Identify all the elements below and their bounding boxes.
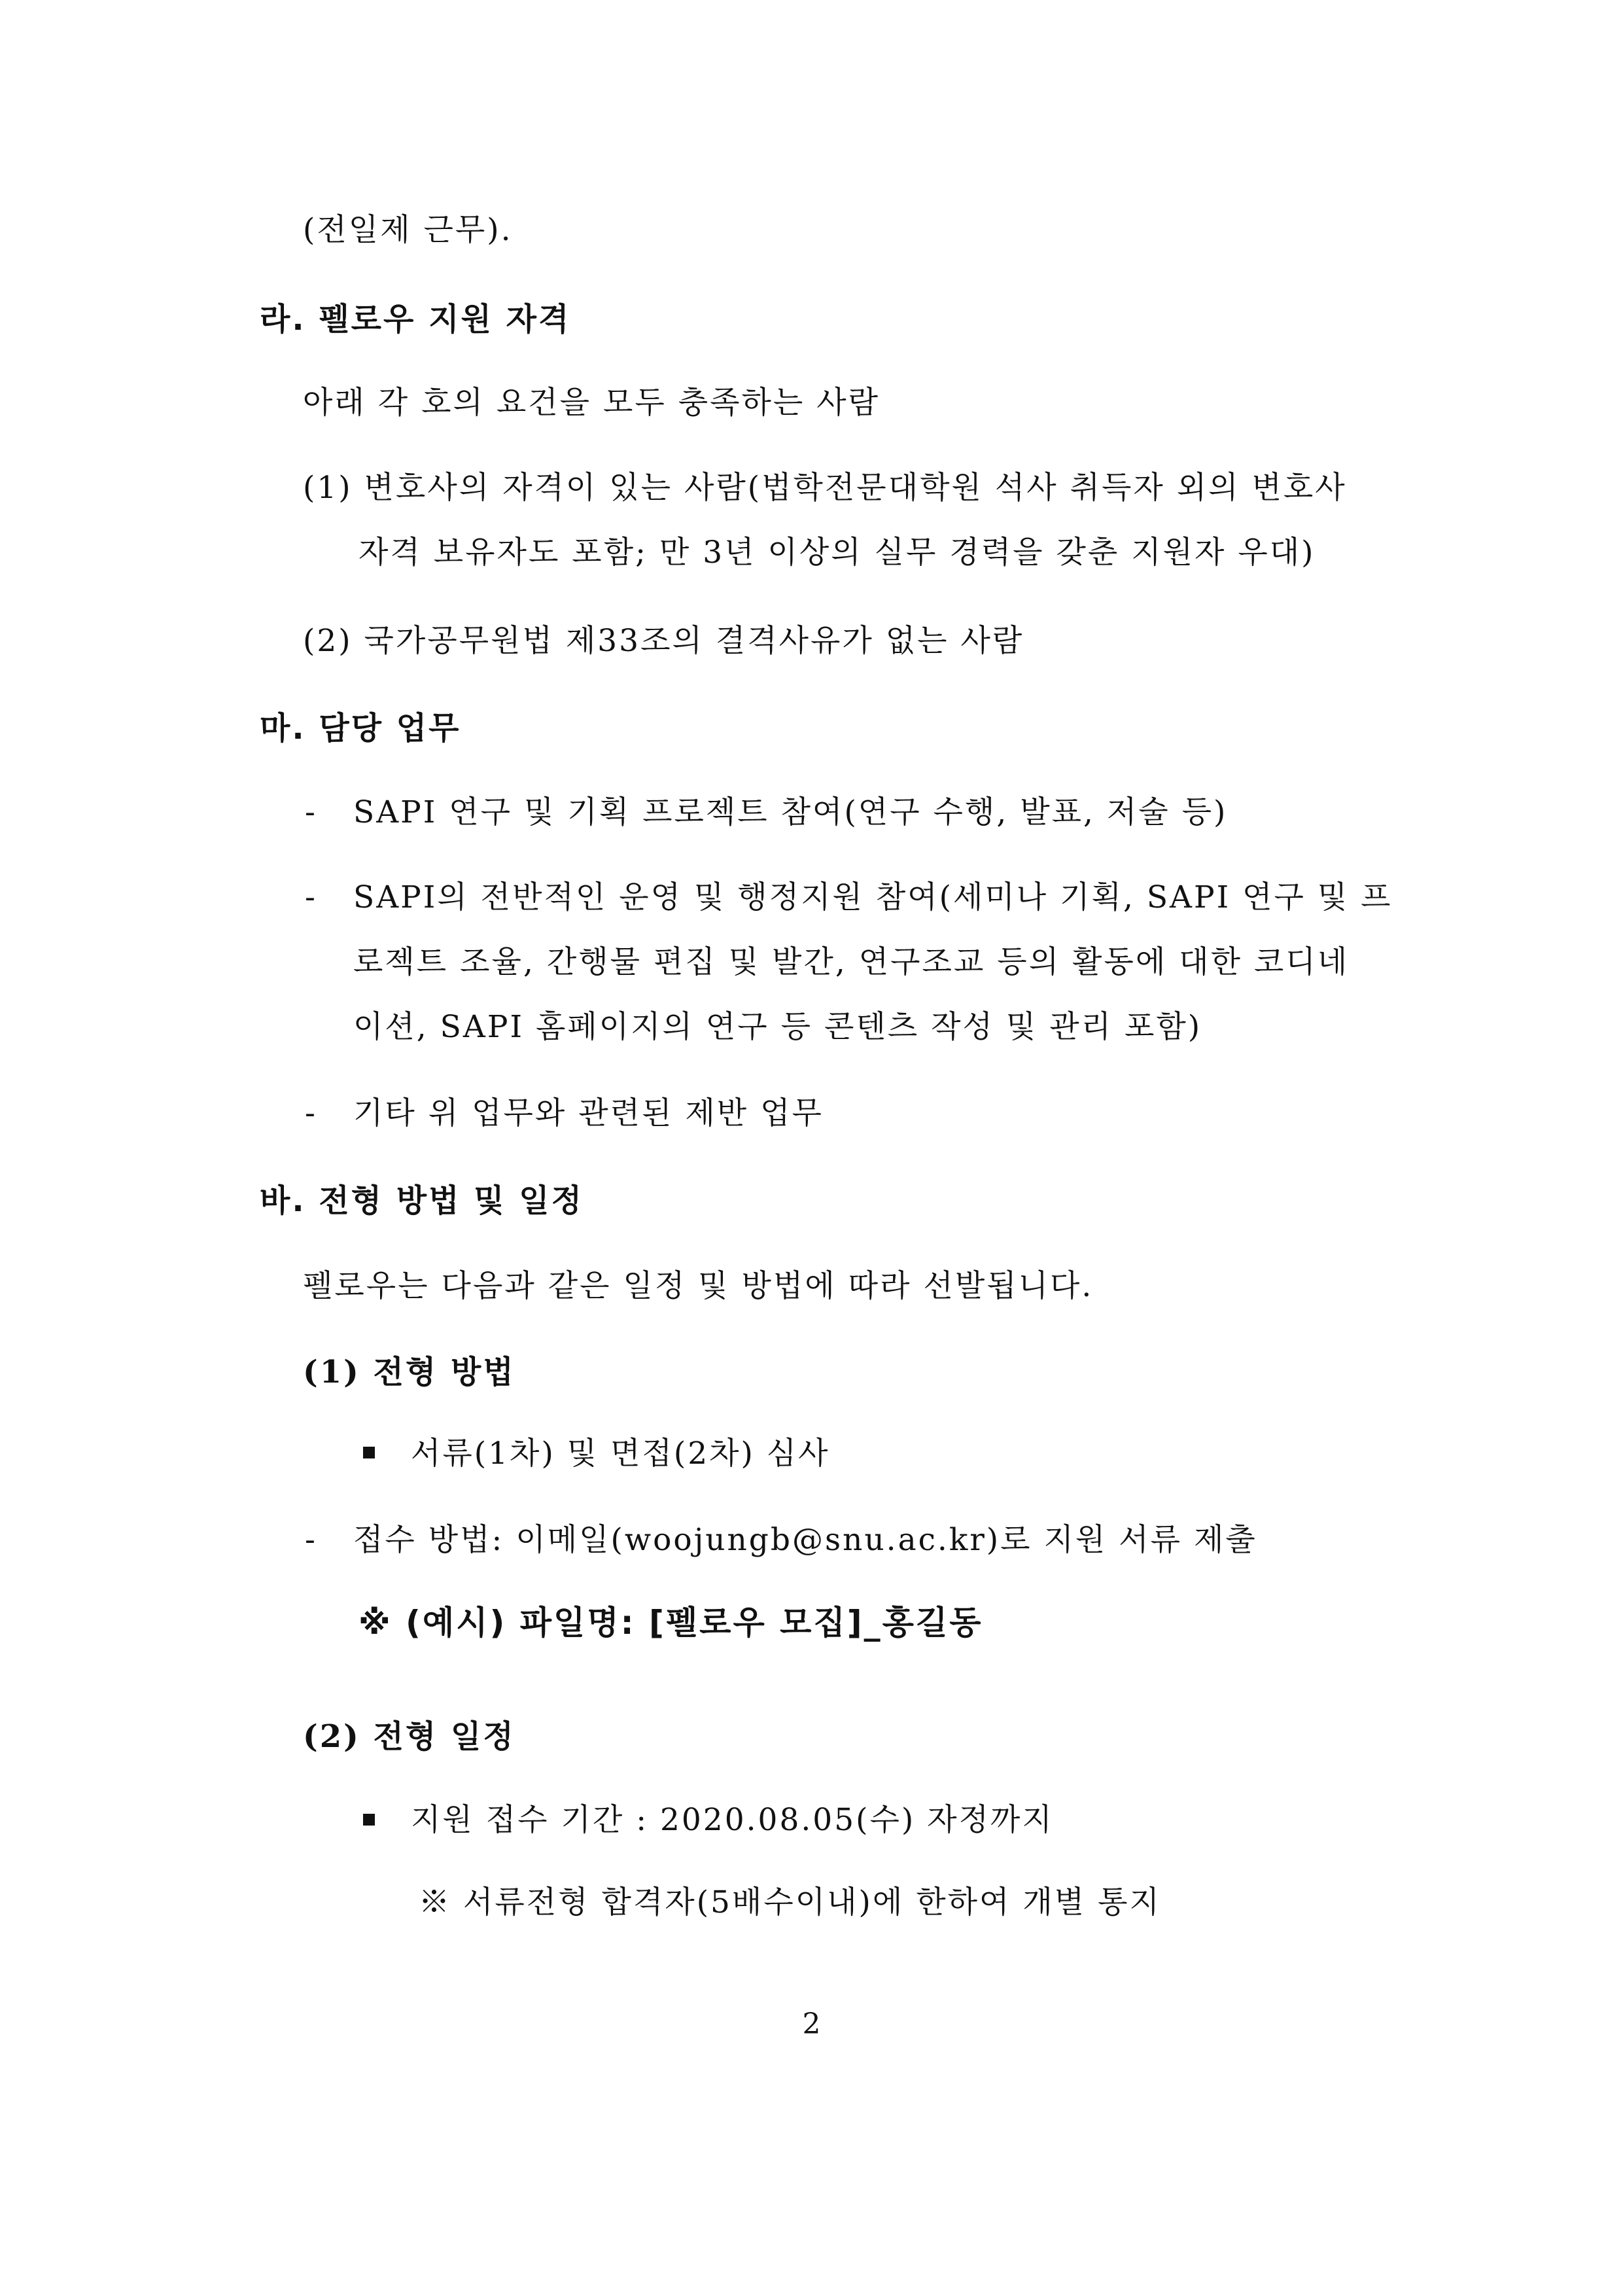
section-ra-item1-line2: 자격 보유자도 포함; 만 3년 이상의 실무 경력을 갖춘 지원자 우대) [358, 535, 1316, 571]
section-ra-item2: (2) 국가공무원법 제33조의 결격사유가 없는 사람 [303, 623, 1024, 659]
page-number: 2 [802, 2007, 821, 2041]
section-ma-heading: 마. 담당 업무 [260, 710, 461, 747]
section-ma-bullet1: SAPI 연구 및 기획 프로젝트 참여(연구 수행, 발표, 저술 등) [353, 794, 1228, 830]
intro-tail-text: (전일제 근무). [303, 212, 513, 248]
section-ba-heading: 바. 전형 방법 및 일정 [260, 1182, 584, 1219]
section-ba-sub1-item: 서류(1차) 및 면접(2차) 심사 [411, 1436, 830, 1472]
section-ba-sub2-item: 지원 접수 기간 : 2020.08.05(수) 자정까지 [411, 1802, 1054, 1838]
section-ma-bullet3: 기타 위 업무와 관련된 제반 업무 [353, 1095, 824, 1131]
section-ma-bullet2-line2: 로젝트 조율, 간행물 편집 및 발간, 연구조교 등의 활동에 대한 코디네 [353, 944, 1350, 980]
section-ba-sub2-note: ※ 서류전형 합격자(5배수이내)에 한하여 개별 통지 [419, 1884, 1161, 1920]
section-ma-bullet2-line1: SAPI의 전반적인 운영 및 행정지원 참여(세미나 기획, SAPI 연구 및 프 [353, 879, 1393, 915]
dash-bullet-icon: - [305, 794, 315, 830]
square-bullet-icon [363, 1814, 375, 1826]
filename-example-note: ※ (예시) 파일명: [펠로우 모집]_홍길동 [358, 1604, 983, 1642]
square-bullet-icon [363, 1447, 375, 1458]
section-ba-sub2-heading: (2) 전형 일정 [303, 1718, 515, 1755]
section-ba-sub1-heading: (1) 전형 방법 [303, 1354, 515, 1390]
section-ra-lead: 아래 각 호의 요건을 모두 충족하는 사람 [303, 385, 881, 421]
dash-bullet-icon: - [305, 879, 315, 915]
dash-bullet-icon: - [305, 1522, 315, 1558]
section-ma-bullet2-line3: 이션, SAPI 홈페이지의 연구 등 콘텐츠 작성 및 관리 포함) [353, 1009, 1202, 1045]
section-ra-heading: 라. 펠로우 지원 자격 [260, 301, 571, 338]
section-ba-lead: 펠로우는 다음과 같은 일정 및 방법에 따라 선발됩니다. [303, 1268, 1094, 1304]
submission-method-text: 접수 방법: 이메일(woojungb@snu.ac.kr)로 지원 서류 제출 [353, 1522, 1257, 1558]
dash-bullet-icon: - [305, 1095, 315, 1131]
section-ra-item1-line1: (1) 변호사의 자격이 있는 사람(법학전문대학원 석사 취득자 외의 변호사 [303, 470, 1347, 506]
